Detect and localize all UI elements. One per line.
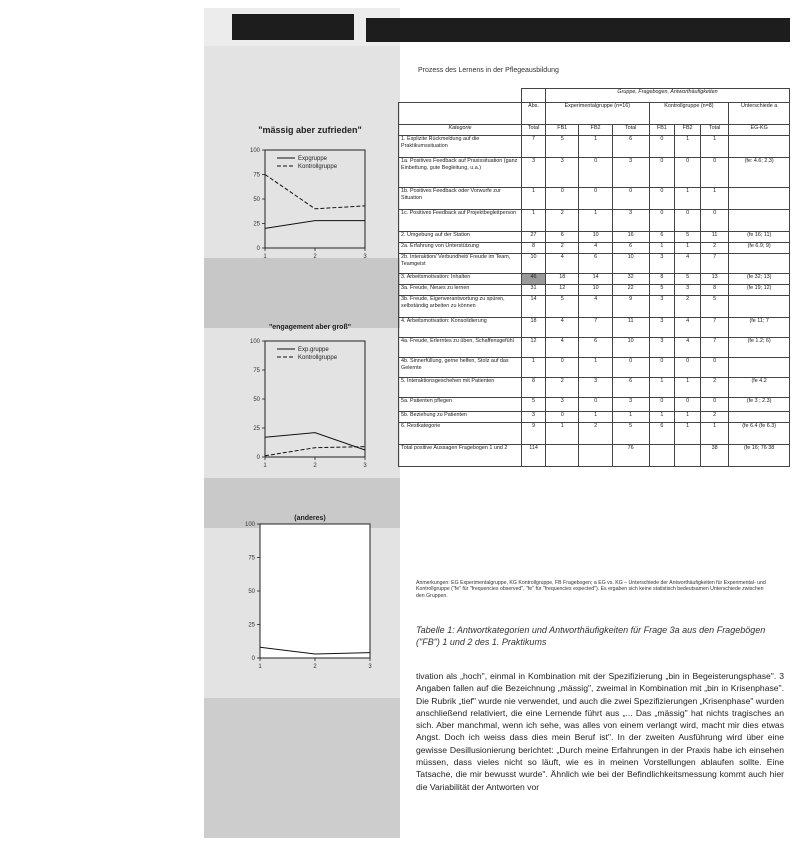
x-tick-label: 3 xyxy=(363,254,367,260)
table-cell: 4 xyxy=(675,318,701,338)
chart-1 xyxy=(230,115,390,275)
table-cell: 18 xyxy=(546,274,579,285)
table-row-label: 2b. Interaktion/ Verbundheit/ Freude im Team, Teamgeist xyxy=(399,254,522,274)
table-row-label: 3a. Freude, Neues zu lernen xyxy=(399,285,522,296)
table-cell: 6 xyxy=(612,136,649,158)
table-exp-header: Experimentalgruppe (n=16) xyxy=(546,103,650,125)
body-text xyxy=(416,670,784,793)
table-cell: 3 xyxy=(612,210,649,232)
table-row xyxy=(399,445,790,467)
table-cell: 6 xyxy=(546,232,579,243)
table-row xyxy=(399,398,790,412)
table-kategorie-header: Kategorie xyxy=(399,125,522,136)
table-cell: 5 xyxy=(675,274,701,285)
table-cell: 22 xyxy=(612,285,649,296)
chart-3-title: (anderes) xyxy=(294,515,326,522)
table-cell: 10 xyxy=(579,285,612,296)
table-cell xyxy=(729,412,790,423)
table-cell: 3 xyxy=(546,158,579,188)
table-row xyxy=(399,338,790,358)
chart-3-plot xyxy=(230,513,390,673)
table-cell: (fe 16; 11) xyxy=(729,232,790,243)
table-cell: 1 xyxy=(675,412,701,423)
header-bar-right xyxy=(366,18,790,42)
table-cell: 2 xyxy=(546,378,579,398)
table-cell: 5 xyxy=(612,423,649,445)
page-title: Prozess des Lernens in der Pflegeausbildung xyxy=(418,67,559,74)
table-cell: 3 xyxy=(649,254,675,274)
table-cell: 2 xyxy=(546,243,579,254)
table-cell: 5 xyxy=(649,285,675,296)
table-cell: 8 xyxy=(522,243,546,254)
table-cell: 0 xyxy=(700,158,728,188)
x-tick-label: 1 xyxy=(263,254,267,260)
table-cell: 4 xyxy=(675,338,701,358)
table-row-label: 1. Explizite Rückmeldung auf die Praktikumssituation xyxy=(399,136,522,158)
chart-2-plot xyxy=(230,322,390,472)
table-cell: 1 xyxy=(675,378,701,398)
table-cell: 2 xyxy=(675,296,701,318)
table-cell: 0 xyxy=(700,210,728,232)
table-cell: 12 xyxy=(546,285,579,296)
legend-label: Exp.gruppe xyxy=(298,347,329,353)
document-area xyxy=(398,88,790,845)
table-cell: 9 xyxy=(522,423,546,445)
table-subheader-5: FB2 xyxy=(675,125,701,136)
table-row-label: 2a. Erfahrung von Unterstützung xyxy=(399,243,522,254)
y-tick-label: 100 xyxy=(244,522,255,528)
table-cell: 38 xyxy=(700,445,728,467)
table-cell: 6 xyxy=(649,423,675,445)
chart-3 xyxy=(230,513,390,673)
table-row xyxy=(399,318,790,338)
table-cell: 0 xyxy=(675,158,701,188)
table-cell: 1 xyxy=(675,243,701,254)
table-cell: 11 xyxy=(700,232,728,243)
table-cell: 0 xyxy=(546,188,579,210)
chart-2-title: "engagement aber groß" xyxy=(268,324,352,331)
table-cell: 0 xyxy=(675,210,701,232)
table-cell: 1 xyxy=(649,412,675,423)
table-cell: 0 xyxy=(649,188,675,210)
table-cell: 14 xyxy=(579,274,612,285)
y-tick-label: 50 xyxy=(248,589,255,595)
x-tick-label: 1 xyxy=(258,664,262,670)
table-cell: 2 xyxy=(700,378,728,398)
legend-label: Kontrollgruppe xyxy=(298,355,338,361)
table-cell: 6 xyxy=(649,232,675,243)
table-row-label: 1a. Positives Feedback auf Praxissituation (ganz Einbettung, gute Begleitung, u.a.) xyxy=(399,158,522,188)
y-tick-label: 25 xyxy=(253,221,260,228)
table-caption: Tabelle 1: Antwortkategorien und Antworthäufigkeiten für Frage 3a aus den Fragebögen ("FB") 1 und 2 des 1. Praktikums xyxy=(416,625,766,647)
table-kon-header: Kontrollgruppe (n=8) xyxy=(649,103,729,125)
table-cell: 0 xyxy=(700,398,728,412)
table-cell: (fe 16; 76 38 xyxy=(729,445,790,467)
chart-1-title: "mässig aber zufrieden" xyxy=(258,125,362,135)
table-cell: 76 xyxy=(612,445,649,467)
table-row xyxy=(399,274,790,285)
table-cell: 1 xyxy=(700,188,728,210)
table-cell: 3 xyxy=(649,318,675,338)
table-cell: 0 xyxy=(649,358,675,378)
table-cell: 0 xyxy=(546,412,579,423)
table-row xyxy=(399,210,790,232)
table-row-label: 4a. Freude, Erlerntes zu üben, Schaffensgefühl xyxy=(399,338,522,358)
table-cell: 0 xyxy=(649,398,675,412)
table-cell: 1 xyxy=(579,358,612,378)
table-cell: 27 xyxy=(522,232,546,243)
table-cell: 2 xyxy=(579,423,612,445)
x-tick-label: 3 xyxy=(363,463,367,469)
table-cell: 4 xyxy=(579,243,612,254)
y-tick-label: 25 xyxy=(253,426,260,432)
table-cell xyxy=(729,136,790,158)
x-tick-label: 2 xyxy=(313,664,317,670)
table-subheader-4: FB1 xyxy=(649,125,675,136)
table-cell: 1 xyxy=(522,210,546,232)
table-group-header: Gruppe, Fragebogen, Antworthäufigkeiten xyxy=(546,89,790,103)
table-cell xyxy=(579,445,612,467)
table-cell: 3 xyxy=(612,158,649,188)
table-cell: 0 xyxy=(579,158,612,188)
table-cell: 3 xyxy=(522,158,546,188)
table-cell: 7 xyxy=(700,338,728,358)
table-cell: (fe 1.2; 6) xyxy=(729,338,790,358)
table-cell: 4 xyxy=(546,318,579,338)
table-cell: 6 xyxy=(612,243,649,254)
table-cell: 8 xyxy=(522,378,546,398)
x-tick-label: 3 xyxy=(368,664,372,670)
table-cell xyxy=(729,358,790,378)
legend-label: Expgruppe xyxy=(298,156,328,162)
table-cell: 5 xyxy=(522,398,546,412)
table-cell: 13 xyxy=(700,274,728,285)
table-cell: 1 xyxy=(579,136,612,158)
table-cell: 1 xyxy=(612,412,649,423)
y-tick-label: 75 xyxy=(248,555,255,562)
table-row xyxy=(399,254,790,274)
table-cell: 1 xyxy=(700,136,728,158)
table-cell: 7 xyxy=(579,318,612,338)
table-cell: 10 xyxy=(522,254,546,274)
table-cell: 2 xyxy=(700,412,728,423)
table-cell: 0 xyxy=(675,358,701,378)
table-cell: 32 xyxy=(612,274,649,285)
table-cell: 2 xyxy=(700,243,728,254)
y-tick-label: 0 xyxy=(256,246,260,252)
table-cell: 3 xyxy=(546,398,579,412)
table-row xyxy=(399,358,790,378)
table-row xyxy=(399,188,790,210)
table-row-label: 5. Interaktionsgeschehen mit Patienten xyxy=(399,378,522,398)
table-cell: 10 xyxy=(612,338,649,358)
series-line-1 xyxy=(265,175,365,209)
table-cell: 1 xyxy=(579,412,612,423)
table-cell: 2 xyxy=(546,210,579,232)
table-cell: (fe 6.9; 9) xyxy=(729,243,790,254)
table-cell: (fe 3 ; 2.3) xyxy=(729,398,790,412)
table-cell: 9 xyxy=(612,296,649,318)
table-cell: 1 xyxy=(649,243,675,254)
table-row-label: 4b. Sinnerfüllung, gerne helfen, Stolz auf das Gelernte xyxy=(399,358,522,378)
table-cell: 10 xyxy=(612,254,649,274)
table-subheader-0: Total xyxy=(522,125,546,136)
table-subheader-7: EG-KG xyxy=(729,125,790,136)
table-cell: (fe 6.4 (fe 6.3) xyxy=(729,423,790,445)
table-row xyxy=(399,158,790,188)
x-tick-label: 2 xyxy=(313,463,317,469)
table-cell: 1 xyxy=(675,423,701,445)
table-cell: 114 xyxy=(522,445,546,467)
table-row-label: 1c. Positives Feedback auf Projektbegleitperson xyxy=(399,210,522,232)
y-tick-label: 50 xyxy=(253,397,260,403)
table-cell: 1 xyxy=(579,210,612,232)
table-cell: 0 xyxy=(649,158,675,188)
table-cell: 12 xyxy=(522,338,546,358)
table-cell: 31 xyxy=(522,285,546,296)
table-cell: (fe: 4.6; 2.3) xyxy=(729,158,790,188)
table-cell: (fe 32; 13) xyxy=(729,274,790,285)
table-cell: 1 xyxy=(700,423,728,445)
table-cell: 5 xyxy=(546,296,579,318)
table-cell: 46 xyxy=(522,274,546,285)
results-table xyxy=(398,88,790,467)
table-cell: 5 xyxy=(546,136,579,158)
table-cell: 10 xyxy=(579,232,612,243)
table-cell: 4 xyxy=(579,296,612,318)
chart-1-plot xyxy=(230,115,390,275)
table-cell: 3 xyxy=(579,378,612,398)
series-line-0 xyxy=(265,221,365,229)
table-cell: 8 xyxy=(649,274,675,285)
table-diff-header: Unterschiede a xyxy=(729,103,790,125)
table-cell: 16 xyxy=(612,232,649,243)
y-tick-label: 100 xyxy=(249,339,260,345)
table-cell: 0 xyxy=(649,136,675,158)
table-cell: 1 xyxy=(675,136,701,158)
table-cell: 3 xyxy=(612,398,649,412)
table-row xyxy=(399,136,790,158)
table-cell: 4 xyxy=(675,254,701,274)
table-cell: 0 xyxy=(612,188,649,210)
table-cell: 7 xyxy=(700,318,728,338)
table-cell xyxy=(729,296,790,318)
table-cell xyxy=(729,188,790,210)
table-cell: 11 xyxy=(612,318,649,338)
table-cell: 1 xyxy=(522,358,546,378)
table-cell: (fe 11; 7 xyxy=(729,318,790,338)
table-cell: 8 xyxy=(700,285,728,296)
table-cell: 5 xyxy=(675,232,701,243)
y-tick-label: 0 xyxy=(251,656,255,662)
table-cell: 7 xyxy=(522,136,546,158)
legend-label: Kontrollgruppe xyxy=(298,164,338,170)
table-cell: (fe 4.2 xyxy=(729,378,790,398)
table-cell: 0 xyxy=(546,358,579,378)
table-row-label: Total positive Aussagen Fragebogen 1 und 2 xyxy=(399,445,522,467)
table-row xyxy=(399,285,790,296)
series-line-1 xyxy=(265,447,365,456)
table-cell: 18 xyxy=(522,318,546,338)
table-row xyxy=(399,232,790,243)
chart-2 xyxy=(230,322,390,472)
plot-frame xyxy=(260,524,370,658)
y-tick-label: 75 xyxy=(253,172,260,179)
y-tick-label: 25 xyxy=(248,622,255,629)
table-cell: 3 xyxy=(649,296,675,318)
table-row-label: 2. Umgebung auf der Station xyxy=(399,232,522,243)
y-tick-label: 75 xyxy=(253,368,260,374)
table-cell: 3 xyxy=(649,338,675,358)
table-cell: 3 xyxy=(675,285,701,296)
table-cell: 4 xyxy=(546,338,579,358)
table-subheader-1: FB1 xyxy=(546,125,579,136)
table-cell xyxy=(675,445,701,467)
table-cell: 7 xyxy=(700,254,728,274)
table-note: Anmerkungen: EG Experimentalgruppe, KG Kontrollgruppe, FB Fragebogen; a EG vs. KG – Unterschiede der Antworthäufigkeiten für Experimental- und Kontrollgruppe ("fe" für "frequencies observed", "fe" für "frequencies expected"). Es ergaben sich keine statistisch bedeutsamen Unterschiede zwischen den Gruppen. xyxy=(416,580,766,599)
table-cell: (fe 19; 12) xyxy=(729,285,790,296)
table-row xyxy=(399,378,790,398)
table-cell: 6 xyxy=(579,338,612,358)
table-row-label: 5a. Patienten pflegen xyxy=(399,398,522,412)
table-cell xyxy=(649,445,675,467)
table-abs-header: Abs. xyxy=(522,103,546,125)
table-row-label: 5b. Beziehung zu Patienten xyxy=(399,412,522,423)
x-tick-label: 1 xyxy=(263,463,267,469)
table-row xyxy=(399,243,790,254)
table-cell: 6 xyxy=(612,378,649,398)
table-cell: 3 xyxy=(522,412,546,423)
table-row-label: 3. Arbeitsmotivation: Inhalten xyxy=(399,274,522,285)
table-cell xyxy=(729,254,790,274)
table-cell: 14 xyxy=(522,296,546,318)
table-cell: 1 xyxy=(649,378,675,398)
table-cell: 0 xyxy=(649,210,675,232)
table-cell: 6 xyxy=(579,254,612,274)
header-bar-left xyxy=(232,14,354,40)
body-paragraph: tivation als „hoch", einmal in Kombination mit der Spezifizierung „bin in Begeisterungsphase". 3 Angaben fallen auf die Bezeichnung „mässig", zweimal in Kombination mit „bin in Krisenphase". Die Rubrik „tief" wurde nie verwendet, und auch die zwei Spezifizierungen „Krisenphase" wurden anschließend relativiert, die eine Lernende führt aus „... Das „mässig" hat nichts tragisches an sich. Aber manchmal, wenn ich sehe, was alles von einem verlangt wird, macht mir dies etwas Angst. Doch ich weiss dass dies mein Beruf ist". In der zweiten Ausführung wird über eine gewisse Desillusionierung berichtet: „Durch meine Erfahrungen in der Praxis habe ich einsehen müssen, dass vieles nicht so läuft, wie es in meinen Vorstellungen ablaufen sollte. Eine Tatsache, die mir bewusst wurde". Ähnlich wie bei der Befindlichkeitsmessung kommt auch hier die Variabilität der Antworten vor xyxy=(416,671,784,792)
y-tick-label: 0 xyxy=(256,455,260,461)
table-cell: 5 xyxy=(700,296,728,318)
table-row xyxy=(399,423,790,445)
table-cell: 1 xyxy=(675,188,701,210)
table-cell: 0 xyxy=(579,188,612,210)
table-subheader-6: Total xyxy=(700,125,728,136)
table-cell: 0 xyxy=(700,358,728,378)
table-cell: 0 xyxy=(612,358,649,378)
table-row-label: 4. Arbeitsmotivation: Konsolidierung xyxy=(399,318,522,338)
table-cell xyxy=(729,210,790,232)
y-tick-label: 50 xyxy=(253,197,260,203)
table-cell: 4 xyxy=(546,254,579,274)
table-cell: 0 xyxy=(675,398,701,412)
table-cell: 1 xyxy=(546,423,579,445)
y-tick-label: 100 xyxy=(249,148,260,154)
table-row-label: 1b. Positives Feedback oder Vorwurfe zur Situation xyxy=(399,188,522,210)
table-cell: 1 xyxy=(522,188,546,210)
table-subheader-2: FB2 xyxy=(579,125,612,136)
table-row-label: 6. Restkategorie xyxy=(399,423,522,445)
table-subheader-3: Total xyxy=(612,125,649,136)
table-cell: 0 xyxy=(579,398,612,412)
table-row xyxy=(399,296,790,318)
x-tick-label: 2 xyxy=(313,254,317,260)
table-row-label: 3b. Freude, Eigenverantwortung zu spüren, selbständig arbeiten zu können xyxy=(399,296,522,318)
table-cell xyxy=(546,445,579,467)
table-row xyxy=(399,412,790,423)
